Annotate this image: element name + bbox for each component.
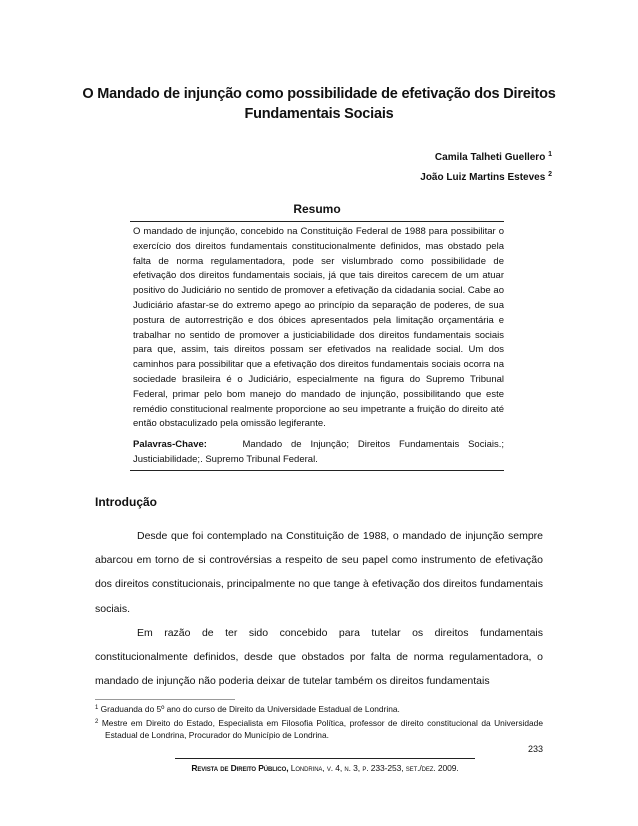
footnote-2 (95, 716, 543, 742)
footnotes (95, 702, 543, 742)
paper-title: O Mandado de injunção como possibilidade de efetivação dos Direitos Fundamentais Sociais (82, 86, 556, 122)
author-1-name: Camila Talheti Guellero (434, 152, 546, 163)
author-2-name: João Luiz Martins Esteves (420, 172, 546, 183)
keywords (133, 437, 504, 467)
introduction-body (95, 524, 543, 693)
introduction-heading: Introdução (95, 495, 157, 509)
abstract-text: O mandado de injunção, concebido na Constituição Federal de 1988 para possibilitar o exercício dos direitos fundamentais constitucionalmente definidos, mas obstado pela falta de norma regulamentadora, pode ser vislumbrado como possibilidade de efetivação dos direitos fundamentais sociais, já que tais direitos carecem de um atuar positivo do Judiciário no sentido de promover a efetivação da cidadania social. Cabe ao Judiciário afastar-se do extremo apego ao princípio da separação de poderes, de sua postura de autorrestrição e dos óbices apresentados pela limitação orçamentária e trabalhar no sentido de promover a justiciabilidade dos direitos fundamentais sociais para que, assim, tais direitos possam ser efetivados na realidade social. Um dos caminhos para possibilitar que a efetivação dos direitos fundamentais sociais ocorra na sociedade brasileira é o Judiciário, especialmente na figura do Supremo Tribunal Federal, primar pelo bom manejo do mandado de injunção, possibilitando que este remédio constitucional realmente proporcione ao seu impetrante a fruição do direito até então obstaculizado pela omissão legiferante. (133, 226, 504, 430)
footnote-1 (95, 702, 543, 716)
journal-details: Londrina, v. 4, n. 3, p. 233-253, set./dez. 2009. (290, 763, 459, 773)
introduction-paragraph-1: Desde que foi contemplado na Constituição de 1988, o mandado de injunção sempre abarcou em torno de si controvérsias a respeito de seu papel como instrumento de efetivação dos direitos constitucionais, principalmente no que tange à efetivação dos direitos fundamentais sociais. (95, 530, 543, 615)
author-2 (252, 166, 552, 186)
abstract-heading: Resumo (293, 202, 341, 216)
author-1-footnote-mark: 1 (548, 151, 552, 158)
journal-rule (175, 758, 475, 759)
author-2-footnote-mark: 2 (548, 171, 552, 178)
footnote-1-text: Graduanda do 5º ano do curso de Direito da Universidade Estadual de Londrina. (100, 704, 400, 714)
footnote-2-text: Mestre em Direito do Estado, Especialista em Filosofia Política, professor de direito constitucional da Universidade Estadual de Londrina, Procurador do Município de Londrina. (101, 717, 543, 741)
author-1 (252, 146, 552, 166)
author-block (252, 146, 552, 186)
introduction-paragraph-2: Em razão de ter sido concebido para tutelar os direitos fundamentais constitucionalmente definidos, desde que obstados por falta de norma regulamentadora, o mandado de injunção não poderia deixar de tutelar também os direitos fundamentais (95, 626, 543, 688)
keywords-label: Palavras-Chave: (133, 439, 207, 450)
footnote-1-mark: 1 (95, 705, 99, 711)
page-number: 233 (527, 744, 543, 754)
abstract-top-rule (130, 221, 504, 222)
footnote-2-mark: 2 (95, 718, 99, 725)
footnote-separator (95, 699, 235, 700)
keywords-text: Mandado de Injunção; Direitos Fundamentais Sociais.; Justiciabilidade;. Supremo Tribunal Federal. (133, 439, 504, 465)
journal-name: Revista de Direito Público, (191, 763, 289, 773)
journal-citation (175, 763, 475, 773)
abstract-bottom-rule (130, 470, 504, 471)
